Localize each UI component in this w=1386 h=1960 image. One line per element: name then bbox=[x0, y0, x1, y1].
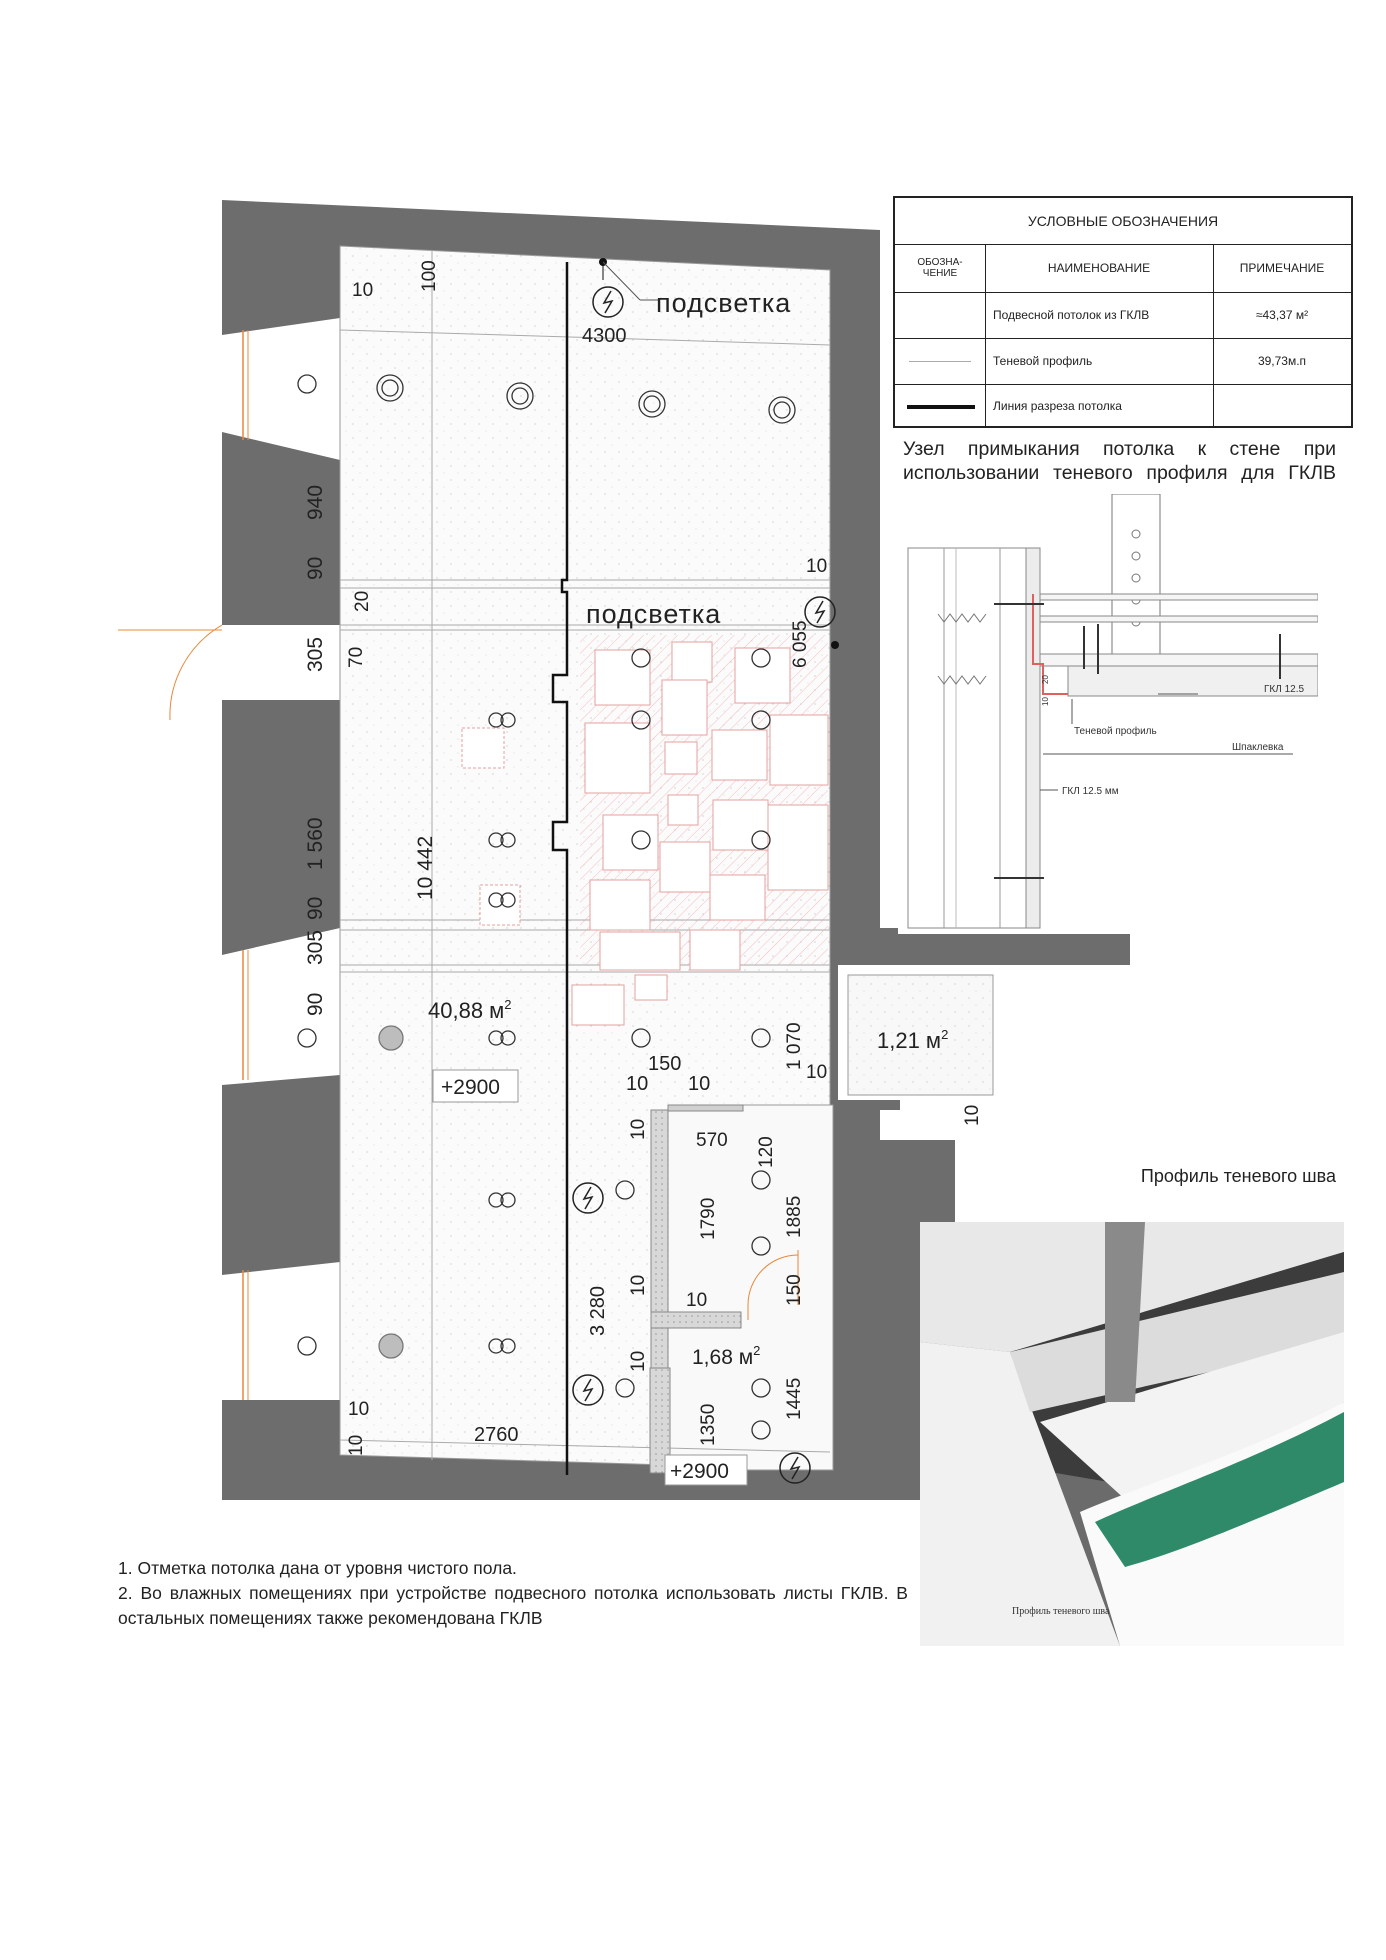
dim: 305 bbox=[304, 636, 327, 672]
legend-col-name: НАИМЕНОВАНИЕ bbox=[1047, 261, 1151, 275]
thick-line-symbol bbox=[907, 405, 975, 409]
dim: 10 bbox=[628, 1350, 649, 1372]
dim: 120 bbox=[756, 1136, 777, 1168]
dim: 20 bbox=[352, 590, 373, 612]
dim: 1 070 bbox=[784, 1022, 805, 1070]
dim-20: 20 bbox=[1041, 675, 1050, 684]
dim: 150 bbox=[784, 1274, 805, 1306]
legend-row-note: ≈43,37 м² bbox=[1255, 308, 1309, 322]
legend-row-note bbox=[1213, 384, 1351, 428]
legend-title: УСЛОВНЫЕ ОБОЗНАЧЕНИЯ bbox=[1027, 213, 1219, 229]
dim: 70 bbox=[346, 646, 367, 668]
dim-10: 10 bbox=[1041, 697, 1050, 706]
dim: 2760 bbox=[474, 1424, 519, 1446]
wall-junction-detail bbox=[898, 494, 1318, 934]
dim: 3 280 bbox=[587, 1285, 609, 1336]
legend-row-name: Подвесной потолок из ГКЛВ bbox=[993, 308, 1150, 322]
thin-line-symbol bbox=[909, 361, 971, 362]
shadow-profile-label: Теневой профиль bbox=[1074, 726, 1157, 737]
dim: 10 bbox=[806, 556, 828, 577]
putty-label: Шпаклевка bbox=[1232, 742, 1284, 753]
dim: 1350 bbox=[698, 1403, 719, 1446]
dim: 305 bbox=[304, 929, 327, 965]
note-1: 1. Отметка потолка дана от уровня чистого пола. bbox=[118, 1558, 517, 1578]
dim: 10 bbox=[352, 280, 374, 301]
dim: 10 bbox=[686, 1290, 708, 1311]
dim: 10 bbox=[628, 1118, 649, 1140]
area-small-bottom: 1,68 $м^2$ bbox=[692, 1343, 761, 1369]
dim: 10 bbox=[626, 1073, 649, 1095]
gkl-label: ГКЛ 12.5 bbox=[1264, 684, 1305, 695]
dim: 1885 bbox=[784, 1195, 805, 1238]
photo-inner-label: Профиль теневого шва bbox=[1012, 1606, 1110, 1617]
lighting-label: подсветка bbox=[586, 599, 722, 629]
legend-col-symbol: ОБОЗНА- ЧЕНИЕ bbox=[917, 257, 963, 279]
lighting-label: подсветка bbox=[656, 288, 792, 318]
area-main: 40,88 $м^2$ bbox=[428, 997, 512, 1023]
dim: 10 bbox=[348, 1399, 370, 1420]
legend-table bbox=[893, 196, 1353, 428]
legend-row-name: Линия разреза потолка bbox=[993, 399, 1122, 413]
dim: 1790 bbox=[698, 1197, 719, 1240]
legend-col-note: ПРИМЕЧАНИЕ bbox=[1239, 261, 1325, 275]
dim: 1445 bbox=[784, 1377, 805, 1420]
area-small-top: 1,21 $м^2$ bbox=[877, 1027, 949, 1053]
dim: 100 bbox=[419, 260, 440, 292]
note-2: 2. Во влажных помещениях при устройстве подвесного потолка использовать листы ГКЛВ. В остальных помещениях также рекомендована ГКЛВ bbox=[118, 1583, 908, 1628]
dim: 10 442 bbox=[414, 835, 437, 900]
level-main: +2900 bbox=[441, 1076, 500, 1099]
legend-row-name: Теневой профиль bbox=[993, 354, 1093, 368]
dim: 10 bbox=[628, 1274, 649, 1296]
dim: 10 bbox=[806, 1062, 828, 1083]
dim: 150 bbox=[648, 1053, 682, 1075]
dim: 6 055 bbox=[790, 620, 811, 668]
dim: 4300 bbox=[582, 325, 627, 347]
dim: 90 bbox=[304, 556, 327, 580]
dim: 940 bbox=[304, 484, 327, 520]
dim: 90 bbox=[304, 992, 327, 1016]
notes bbox=[118, 1556, 908, 1631]
dim: 90 bbox=[304, 896, 327, 920]
dim: 10 bbox=[346, 1434, 367, 1456]
dim: 570 bbox=[696, 1130, 728, 1151]
dim: 10 bbox=[688, 1073, 711, 1095]
detail-caption: Узел примыкания потолка к стене при использовании теневого профиля для ГКЛВ bbox=[903, 438, 1336, 484]
photo-caption: Профиль теневого шва bbox=[1140, 1166, 1336, 1186]
dim: 1 560 bbox=[304, 817, 327, 870]
gkl-wall-label: ГКЛ 12.5 мм bbox=[1062, 786, 1119, 797]
level-bath: +2900 bbox=[670, 1460, 729, 1483]
dim: 10 bbox=[962, 1104, 983, 1126]
legend-row-note: 39,73м.п bbox=[1257, 354, 1307, 368]
shadow-profile-photo bbox=[920, 1222, 1344, 1646]
